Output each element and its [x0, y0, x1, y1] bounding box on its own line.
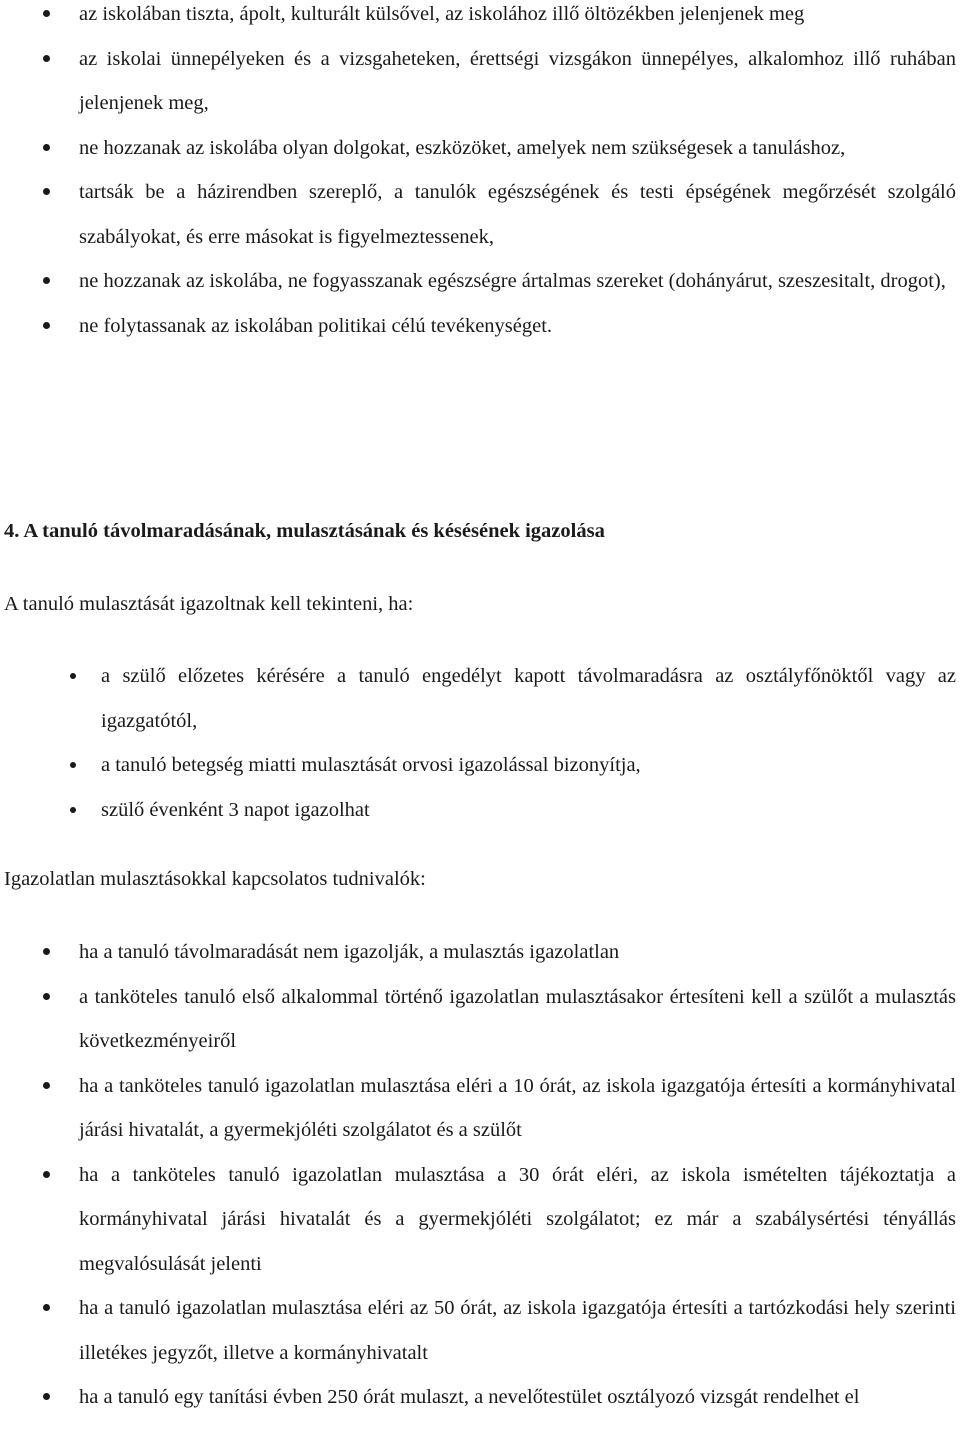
list-item: [79, 126, 956, 171]
list-item-text: ne hozzanak az iskolába olyan dolgokat, eszközöket, amelyek nem szükségesek a tanuláshoz,: [79, 136, 846, 159]
list-item-text: szülő évenként 3 napot igazolhat: [101, 798, 370, 821]
bullet-icon: [43, 1304, 50, 1311]
bullet-icon: [43, 1393, 50, 1400]
bullet-icon: [43, 144, 50, 151]
bullet-icon: [70, 807, 76, 813]
list-item: [79, 1286, 956, 1375]
list-item: [79, 259, 956, 304]
list-item: [79, 1153, 956, 1287]
list-item: [79, 975, 956, 1064]
list-item-text: az iskolában tiszta, ápolt, kulturált külsővel, az iskolához illő öltözékben jelenjenek meg: [79, 3, 805, 25]
list-item: [79, 1064, 956, 1153]
list-item-text: ha a tanuló távolmaradását nem igazolják, a mulasztás igazolatlan: [79, 941, 620, 963]
bullet-icon: [43, 1171, 50, 1178]
bullet-icon: [43, 993, 50, 1000]
list-item: [79, 37, 956, 126]
bullet-icon: [43, 322, 50, 329]
excused-absence-list: [101, 654, 956, 832]
bullet-icon: [43, 55, 50, 62]
list-item-text: ha a tanköteles tanuló igazolatlan mulasztása eléri a 10 órát, az iskola igazgatója értesíti a kormányhivatal járási hivatalát, a gyermekjóléti szolgálatot és a szülőt: [79, 1074, 956, 1141]
list-item-text: ne folytassanak az iskolában politikai célú tevékenységet.: [79, 314, 553, 337]
list-item: [79, 170, 956, 259]
bullet-icon: [70, 762, 76, 768]
list-item-text: ha a tanuló igazolatlan mulasztása eléri az 50 órát, az iskola igazgatója értesíti a tartózkodási hely szerinti illetékes jegyzőt, illetve a kormányhivatalt: [79, 1297, 956, 1364]
unexcused-absence-intro: Igazolatlan mulasztásokkal kapcsolatos tudnivalók:: [4, 868, 426, 890]
bullet-icon: [43, 1082, 50, 1089]
list-item-text: a tanköteles tanuló első alkalommal történő igazolatlan mulasztásakor értesíteni kell a szülőt a mulasztás következményeiről: [79, 985, 956, 1052]
student-obligations-list: [79, 0, 956, 348]
bullet-icon: [43, 188, 50, 195]
bullet-icon: [43, 10, 50, 17]
bullet-icon: [43, 277, 50, 284]
list-item-text: a szülő előzetes kérésére a tanuló engedélyt kapott távolmaradásra az osztályfőnöktől vagy az igazgatótól,: [101, 665, 956, 732]
list-item: [79, 304, 956, 349]
list-item: [101, 654, 956, 743]
list-item: [101, 788, 956, 833]
unexcused-absence-list: [79, 930, 956, 1420]
excused-absence-intro: A tanuló mulasztását igazoltnak kell tekinteni, ha:: [4, 593, 414, 615]
bullet-icon: [70, 673, 76, 679]
section-heading: 4. A tanuló távolmaradásának, mulasztásának és késésének igazolása: [4, 520, 605, 542]
list-item-text: ha a tanuló egy tanítási évben 250 órát mulaszt, a nevelőtestület osztályozó vizsgát rendelhet el: [79, 1386, 860, 1408]
list-item-text: ha a tanköteles tanuló igazolatlan mulasztása a 30 órát eléri, az iskola ismételten tájékoztatja a kormányhivatal járási hivatalát és a gyermekjóléti szolgálatot; ez már a szabálysértési tényállás megvalósulását jelenti: [79, 1163, 956, 1275]
list-item: [79, 1375, 956, 1420]
list-item-text: ne hozzanak az iskolába, ne fogyasszanak egészségre ártalmas szereket (dohányárut, szeszesitalt, drogot),: [79, 270, 946, 292]
list-item: [79, 930, 956, 975]
list-item: [79, 0, 956, 37]
list-item-text: az iskolai ünnepélyeken és a vizsgaheteken, érettségi vizsgákon ünnepélyes, alkalomhoz illő ruhában jelenjenek meg,: [79, 47, 956, 114]
bullet-icon: [43, 948, 50, 955]
list-item-text: tartsák be a házirendben szereplő, a tanulók egészségének és testi épségének megőrzését szolgáló szabályokat, és erre másokat is figyelmeztessenek,: [79, 181, 956, 248]
list-item: [101, 743, 956, 788]
list-item-text: a tanuló betegség miatti mulasztását orvosi igazolással bizonyítja,: [101, 754, 641, 776]
